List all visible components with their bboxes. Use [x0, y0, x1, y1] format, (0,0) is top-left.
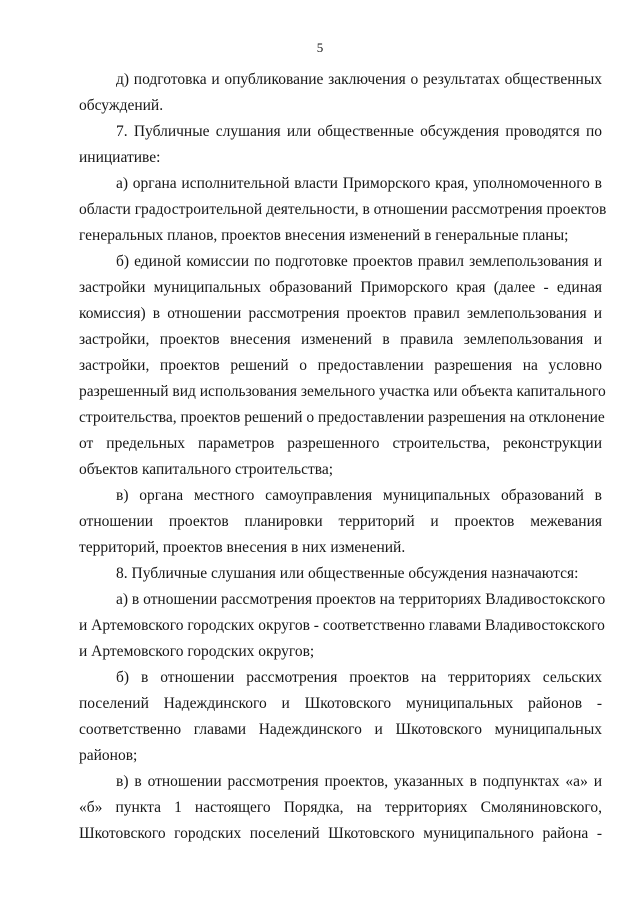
text-line: застройки, проектов внесения изменений в правила землепользования и [79, 331, 602, 348]
page-number: 5 [316, 40, 324, 55]
text-line: территорий, проектов внесения в них изменений. [79, 539, 406, 556]
text-line: б) в отношении рассмотрения проектов на территориях сельских [116, 669, 602, 686]
text-line: застройки муниципальных образований Приморского края (далее - единая [79, 279, 602, 296]
text-line: а) органа исполнительной власти Приморского края, уполномоченного в [116, 175, 602, 192]
text-line: и Артемовского городских округов; [79, 643, 315, 660]
text-line: в) органа местного самоуправления муниципальных образований в [116, 487, 602, 504]
text-line: в) в отношении рассмотрения проектов, указанных в подпунктах «а» и [116, 773, 602, 790]
text-line: инициативе: [79, 149, 161, 166]
text-line: генеральных планов, проектов внесения изменений в генеральные планы; [79, 227, 569, 244]
text-line: отношении проектов планировки территорий и проектов межевания [79, 513, 602, 530]
text-line: районов; [79, 747, 138, 764]
text-line: обсуждений. [79, 97, 164, 114]
text-line: 7. Публичные слушания или общественные обсуждения проводятся по [116, 123, 602, 140]
text-line: разрешенный вид использования земельного участка или объекта капитального [79, 383, 606, 400]
text-line: поселений Надеждинского и Шкотовского муниципальных районов - [79, 695, 602, 712]
text-line: Шкотовского городских поселений Шкотовского муниципального района - [79, 825, 602, 842]
text-line: «б» пункта 1 настоящего Порядка, на территориях Смоляниновского, [79, 799, 602, 816]
text-line: соответственно главами Надеждинского и Шкотовского муниципальных [79, 721, 602, 738]
text-line: а) в отношении рассмотрения проектов на территориях Владивостокского [116, 591, 606, 608]
text-line: д) подготовка и опубликование заключения о результатах общественных [116, 71, 602, 88]
text-line: строительства, проектов решений о предоставлении разрешения на отклонение [79, 409, 605, 426]
text-line: комиссия) в отношении рассмотрения проектов правил землепользования и [79, 305, 602, 322]
text-line: от предельных параметров разрешенного строительства, реконструкции [79, 435, 602, 452]
text-line: и Артемовского городских округов - соответственно главами Владивостокского [79, 617, 605, 634]
text-line: объектов капитального строительства; [79, 461, 334, 478]
text-line: 8. Публичные слушания или общественные обсуждения назначаются: [116, 565, 579, 582]
text-line: застройки, проектов решений о предоставлении разрешения на условно [79, 357, 602, 374]
text-line: б) единой комиссии по подготовке проектов правил землепользования и [116, 253, 602, 270]
text-line: области градостроительной деятельности, в отношении рассмотрения проектов [79, 201, 607, 218]
